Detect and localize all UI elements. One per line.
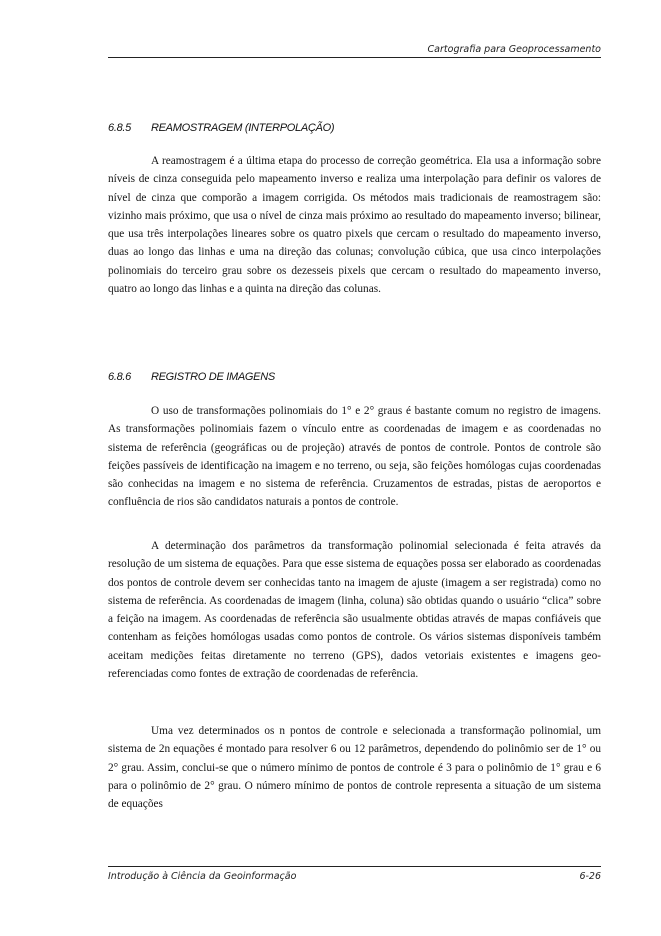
running-header: Cartografia para Geoprocessamento <box>427 44 601 55</box>
paragraph-reamostragem: A reamostragem é a última etapa do processo de correção geométrica. Ela usa a informação sobre níveis de cinza conseguida pelo mapeamento inverso e realiza uma interpolação para definir os valores de nível de cinza que comporão a imagem corrigida. Os métodos mais tradicionais de reamostragem são: vizinho mais próximo, que usa o nível de cinza mais próximo ao resultado do mapeamento inverso; bilinear, que usa três interpolações lineares sobre os quatro pixels que cercam o resultado do mapeamento inverso, duas ao longo das linhas e uma na direção das colunas; convolução cúbica, que usa cinco interpolações polinomiais do terceiro grau sobre os dezesseis pixels que cercam o resultado do mapeamento inverso, quatro ao longo das linhas e a quinta na direção das colunas. <box>108 155 601 296</box>
section-number: 6.8.5 <box>108 122 131 134</box>
page-number: 6-26 <box>579 871 601 882</box>
section-heading-reamostragem <box>108 122 334 134</box>
paragraph-registro-2: A determinação dos parâmetros da transformação polinomial selecionada é feita através da resolução de um sistema de equações. Para que esse sistema de equações possa ser elaborado as coordenadas dos pontos de controle devem ser conhecidas tanto na imagem de ajuste (imagem a ser registrada) como no sistema de referência. As coordenadas de imagem (linha, coluna) são obtidas quando o usuário “clica” sobre a feição na imagem. As coordenadas de referência são usualmente obtidas através de mapas confiáveis que contenham as feições homólogas usadas como pontos de controle. Os vários sistemas disponíveis também aceitam medições feitas diretamente no terreno (GPS), dados vetoriais existentes e imagens geo-referenciadas como fontes de extração de coordenadas de referência. <box>108 540 601 681</box>
section-title: REAMOSTRAGEM (INTERPOLAÇÃO) <box>151 122 335 134</box>
header-rule <box>108 57 601 58</box>
section-number: 6.8.6 <box>108 371 131 383</box>
footer-title: Introdução à Ciência da Geoinformação <box>108 871 297 882</box>
running-footer <box>108 871 601 882</box>
paragraph-registro-3: Uma vez determinados os n pontos de controle e selecionada a transformação polinomial, um sistema de 2n equações é montado para resolver 6 ou 12 parâmetros, dependendo do polinômio ser de 1° ou 2° grau. Assim, conclui-se que o número mínimo de pontos de controle é 3 para o polinômio de 1° grau e 6 para o polinômio de 2° grau. O número mínimo de pontos de controle representa a situação de um sistema de equações <box>108 725 601 811</box>
section-title: REGISTRO DE IMAGENS <box>151 371 275 383</box>
section-heading-registro <box>108 371 275 383</box>
paragraph-registro-1: O uso de transformações polinomiais do 1° e 2° graus é bastante comum no registro de imagens. As transformações polinomiais fazem o vínculo entre as coordenadas de imagem e as coordenadas no sistema de referência (geográficas ou de projeção) através de pontos de controle. Pontos de controle são feições passíveis de identificação na imagem e no terreno, ou seja, são feições homólogas cujas coordenadas são conhecidas na imagem e no sistema de referência. Cruzamentos de estradas, pistas de aeroportos e confluência de rios são candidatos naturais a pontos de controle. <box>108 405 601 509</box>
footer-rule <box>108 866 601 867</box>
